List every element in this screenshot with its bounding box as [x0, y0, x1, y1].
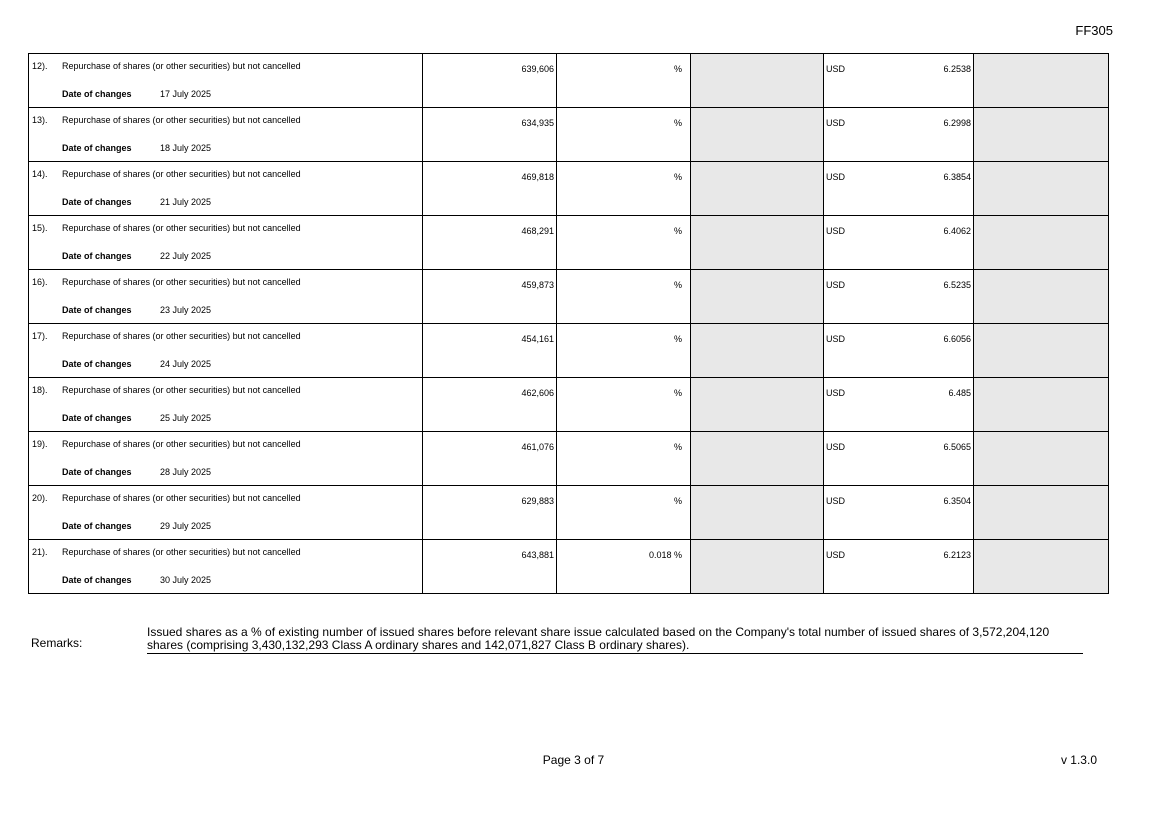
row-description: Repurchase of shares (or other securities) but not cancelled: [62, 331, 301, 341]
price-cell: [824, 540, 974, 594]
date-of-changes-value: 25 July 2025: [160, 413, 212, 423]
percent-value: %: [673, 64, 682, 74]
shaded-cell: [691, 216, 824, 270]
price-cell: [824, 432, 974, 486]
price-cell: [824, 270, 974, 324]
currency-label: USD: [826, 550, 846, 560]
table-row: [29, 108, 1109, 162]
shaded-cell: [691, 378, 824, 432]
description-cell: [29, 540, 423, 594]
row-description: Repurchase of shares (or other securities) but not cancelled: [62, 223, 301, 233]
currency-label: USD: [826, 388, 846, 398]
row-number: 17).: [32, 331, 48, 341]
table-row: [29, 216, 1109, 270]
remarks-text: Issued shares as a % of existing number of issued shares before relevant share issue calculated based on the Company's total number of issued shares of 3,572,204,120 shares (comprising 3,430,132,293 Class A ordinary shares and 142,071,827 Class B ordinary shares).: [147, 626, 1083, 654]
currency-label: USD: [826, 334, 846, 344]
description-cell: [29, 162, 423, 216]
row-description: Repurchase of shares (or other securities) but not cancelled: [62, 439, 301, 449]
row-number: 12).: [32, 61, 48, 71]
description-cell: [29, 216, 423, 270]
shares-value: 634,935: [521, 118, 554, 128]
version-label: v 1.3.0: [1060, 753, 1097, 767]
shaded-cell: [974, 540, 1109, 594]
shaded-cell: [691, 432, 824, 486]
shares-value: 462,606: [521, 388, 554, 398]
row-description: Repurchase of shares (or other securities) but not cancelled: [62, 493, 301, 503]
date-of-changes-value: 17 July 2025: [160, 89, 212, 99]
shaded-cell: [974, 108, 1109, 162]
table-row: [29, 54, 1109, 108]
row-number: 13).: [32, 115, 48, 125]
shares-cell: [423, 162, 557, 216]
currency-label: USD: [826, 64, 846, 74]
currency-label: USD: [826, 442, 846, 452]
price-cell: [824, 162, 974, 216]
date-of-changes-value: 23 July 2025: [160, 305, 212, 315]
date-of-changes-value: 24 July 2025: [160, 359, 212, 369]
percent-cell: [557, 540, 691, 594]
price-value: 6.5065: [943, 442, 971, 452]
table-row: [29, 270, 1109, 324]
shares-cell: [423, 270, 557, 324]
row-number: 16).: [32, 277, 48, 287]
price-cell: [824, 486, 974, 540]
shaded-cell: [691, 108, 824, 162]
row-description: Repurchase of shares (or other securities) but not cancelled: [62, 61, 301, 71]
percent-cell: [557, 270, 691, 324]
shares-cell: [423, 540, 557, 594]
page-number: Page 3 of 7: [542, 753, 605, 767]
share-changes-table: [28, 53, 1109, 594]
row-description: Repurchase of shares (or other securities) but not cancelled: [62, 115, 301, 125]
percent-value: %: [673, 172, 682, 182]
price-cell: [824, 108, 974, 162]
table-body: [29, 54, 1109, 594]
shaded-cell: [974, 216, 1109, 270]
percent-value: %: [673, 280, 682, 290]
description-cell: [29, 270, 423, 324]
shares-value: 454,161: [521, 334, 554, 344]
percent-cell: [557, 378, 691, 432]
table-row: [29, 486, 1109, 540]
date-of-changes-value: 21 July 2025: [160, 197, 212, 207]
row-description: Repurchase of shares (or other securities) but not cancelled: [62, 277, 301, 287]
shares-cell: [423, 216, 557, 270]
table-row: [29, 540, 1109, 594]
percent-value: %: [673, 388, 682, 398]
date-of-changes-label: Date of changes: [62, 197, 132, 207]
currency-label: USD: [826, 226, 846, 236]
date-of-changes-label: Date of changes: [62, 89, 132, 99]
row-number: 19).: [32, 439, 48, 449]
shaded-cell: [691, 486, 824, 540]
shares-value: 468,291: [521, 226, 554, 236]
percent-value: %: [673, 226, 682, 236]
currency-label: USD: [826, 496, 846, 506]
shares-cell: [423, 324, 557, 378]
currency-label: USD: [826, 280, 846, 290]
shares-cell: [423, 432, 557, 486]
row-number: 14).: [32, 169, 48, 179]
shares-cell: [423, 378, 557, 432]
shares-cell: [423, 108, 557, 162]
remarks-label: Remarks:: [31, 636, 83, 650]
currency-label: USD: [826, 172, 846, 182]
row-number: 21).: [32, 547, 48, 557]
percent-cell: [557, 216, 691, 270]
shares-value: 643,881: [521, 550, 554, 560]
date-of-changes-label: Date of changes: [62, 467, 132, 477]
date-of-changes-value: 28 July 2025: [160, 467, 212, 477]
price-cell: [824, 378, 974, 432]
table-row: [29, 378, 1109, 432]
price-value: 6.2123: [943, 550, 971, 560]
shares-value: 639,606: [521, 64, 554, 74]
price-value: 6.3504: [943, 496, 971, 506]
date-of-changes-value: 22 July 2025: [160, 251, 212, 261]
percent-cell: [557, 108, 691, 162]
price-cell: [824, 216, 974, 270]
row-description: Repurchase of shares (or other securities) but not cancelled: [62, 547, 301, 557]
percent-cell: [557, 54, 691, 108]
shaded-cell: [974, 162, 1109, 216]
date-of-changes-label: Date of changes: [62, 305, 132, 315]
price-value: 6.2998: [943, 118, 971, 128]
price-cell: [824, 54, 974, 108]
shaded-cell: [691, 162, 824, 216]
shaded-cell: [691, 324, 824, 378]
shaded-cell: [691, 270, 824, 324]
price-value: 6.4062: [943, 226, 971, 236]
shares-value: 461,076: [521, 442, 554, 452]
date-of-changes-label: Date of changes: [62, 143, 132, 153]
percent-value: %: [673, 496, 682, 506]
date-of-changes-label: Date of changes: [62, 575, 132, 585]
price-value: 6.2538: [943, 64, 971, 74]
price-value: 6.3854: [943, 172, 971, 182]
percent-cell: [557, 162, 691, 216]
price-cell: [824, 324, 974, 378]
shaded-cell: [974, 324, 1109, 378]
percent-cell: [557, 324, 691, 378]
row-number: 15).: [32, 223, 48, 233]
table-row: [29, 162, 1109, 216]
shares-cell: [423, 486, 557, 540]
shares-cell: [423, 54, 557, 108]
shaded-cell: [974, 54, 1109, 108]
percent-value: 0.018 %: [648, 550, 682, 560]
price-value: 6.485: [948, 388, 971, 398]
description-cell: [29, 54, 423, 108]
percent-cell: [557, 486, 691, 540]
shaded-cell: [974, 270, 1109, 324]
shaded-cell: [691, 54, 824, 108]
description-cell: [29, 378, 423, 432]
table-row: [29, 324, 1109, 378]
percent-value: %: [673, 442, 682, 452]
row-number: 20).: [32, 493, 48, 503]
price-value: 6.6056: [943, 334, 971, 344]
percent-cell: [557, 432, 691, 486]
form-code: FF305: [1075, 23, 1113, 38]
shares-value: 629,883: [521, 496, 554, 506]
date-of-changes-label: Date of changes: [62, 251, 132, 261]
shaded-cell: [974, 432, 1109, 486]
price-value: 6.5235: [943, 280, 971, 290]
row-description: Repurchase of shares (or other securities) but not cancelled: [62, 169, 301, 179]
date-of-changes-value: 29 July 2025: [160, 521, 212, 531]
date-of-changes-value: 30 July 2025: [160, 575, 212, 585]
row-number: 18).: [32, 385, 48, 395]
shaded-cell: [974, 378, 1109, 432]
currency-label: USD: [826, 118, 846, 128]
row-description: Repurchase of shares (or other securities) but not cancelled: [62, 385, 301, 395]
date-of-changes-label: Date of changes: [62, 413, 132, 423]
shaded-cell: [691, 540, 824, 594]
date-of-changes-label: Date of changes: [62, 359, 132, 369]
description-cell: [29, 324, 423, 378]
date-of-changes-value: 18 July 2025: [160, 143, 212, 153]
shares-value: 469,818: [521, 172, 554, 182]
shaded-cell: [974, 486, 1109, 540]
table-row: [29, 432, 1109, 486]
description-cell: [29, 432, 423, 486]
description-cell: [29, 486, 423, 540]
description-cell: [29, 108, 423, 162]
shares-value: 459,873: [521, 280, 554, 290]
date-of-changes-label: Date of changes: [62, 521, 132, 531]
percent-value: %: [673, 334, 682, 344]
percent-value: %: [673, 118, 682, 128]
